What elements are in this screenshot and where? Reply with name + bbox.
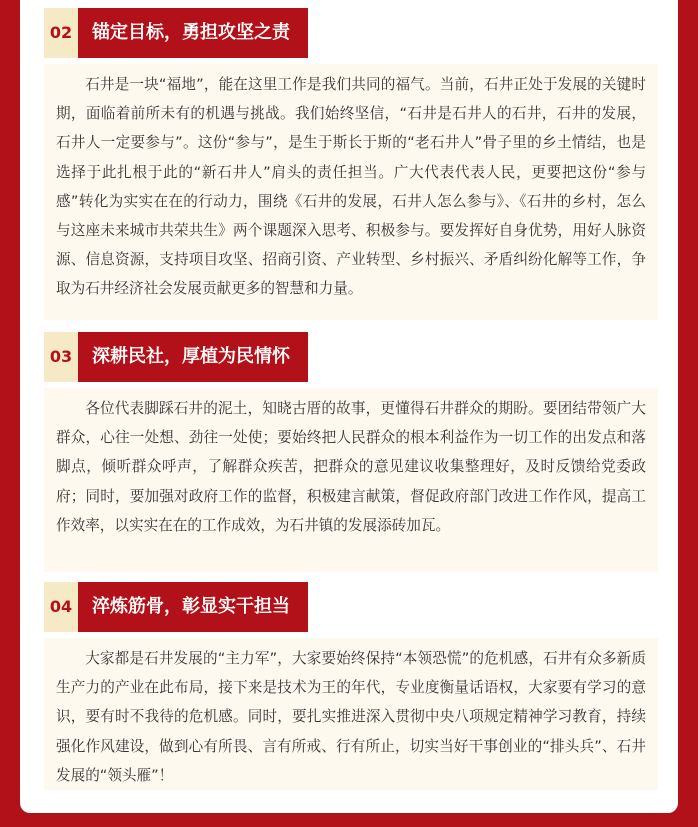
section-number: 02 [44, 8, 78, 58]
section-number: 04 [44, 582, 78, 632]
section-body-text: 各位代表脚踩石井的泥土，知晓古厝的故事，更懂得石井群众的期盼。要团结带领广大群众，心往一处想、劲往一处使；要始终把人民群众的根本利益作为一切工作的出发点和落脚点，倾听群众呼声，了解群众疾苦，把群众的意见建议收集整理好，及时反馈给党委政府；同时，要加强对政府工作的监督，积极建言献策，督促政府部门改进工作作风，提高工作效率，以实实在在的工作成效，为石井镇的发展添砖加瓦。 [44, 388, 658, 572]
section-title: 淬炼筋骨，彰显实干担当 [78, 582, 308, 632]
section-title: 锚定目标，勇担攻坚之责 [78, 8, 308, 58]
article-card [20, 0, 678, 813]
section-header [44, 582, 308, 632]
section-title: 深耕民社，厚植为民情怀 [78, 332, 308, 382]
section-header [44, 332, 308, 382]
section-body-text: 石井是一块“福地”，能在这里工作是我们共同的福气。当前，石井正处于发展的关键时期，面临着前所未有的机遇与挑战。我们始终坚信，“石井是石井人的石井，石井的发展，石井人一定要参与”。这份“参与”，是生于斯长于斯的“老石井人”骨子里的乡土情结，也是选择于此扎根于此的“新石井人”肩头的责任担当。广大代表代表人民，更要把这份“参与感”转化为实实在在的行动力，围绕《石井的发展，石井人怎么参与》、《石井的乡村，怎么与这座未来城市共荣共生》两个课题深入思考、积极参与。要发挥好自身优势，用好人脉资源、信息资源，支持项目攻坚、招商引资、产业转型、乡村振兴、矛盾纠纷化解等工作，争取为石井经济社会发展贡献更多的智慧和力量。 [44, 64, 658, 320]
section-body-text: 大家都是石井发展的“主力军”，大家要始终保持“本领恐慌”的危机感，石井有众多新质生产力的产业在此布局，接下来是技术为王的年代，专业度衡量话语权，大家要有学习的意识，要有时不我待的危机感。同时，要扎实推进深入贯彻中央八项规定精神学习教育，持续强化作风建设，做到心有所畏、言有所戒、行有所止，切实当好干事创业的“排头兵”、石井发展的“领头雁”！ [44, 638, 658, 790]
section-number: 03 [44, 332, 78, 382]
section-header [44, 8, 308, 58]
